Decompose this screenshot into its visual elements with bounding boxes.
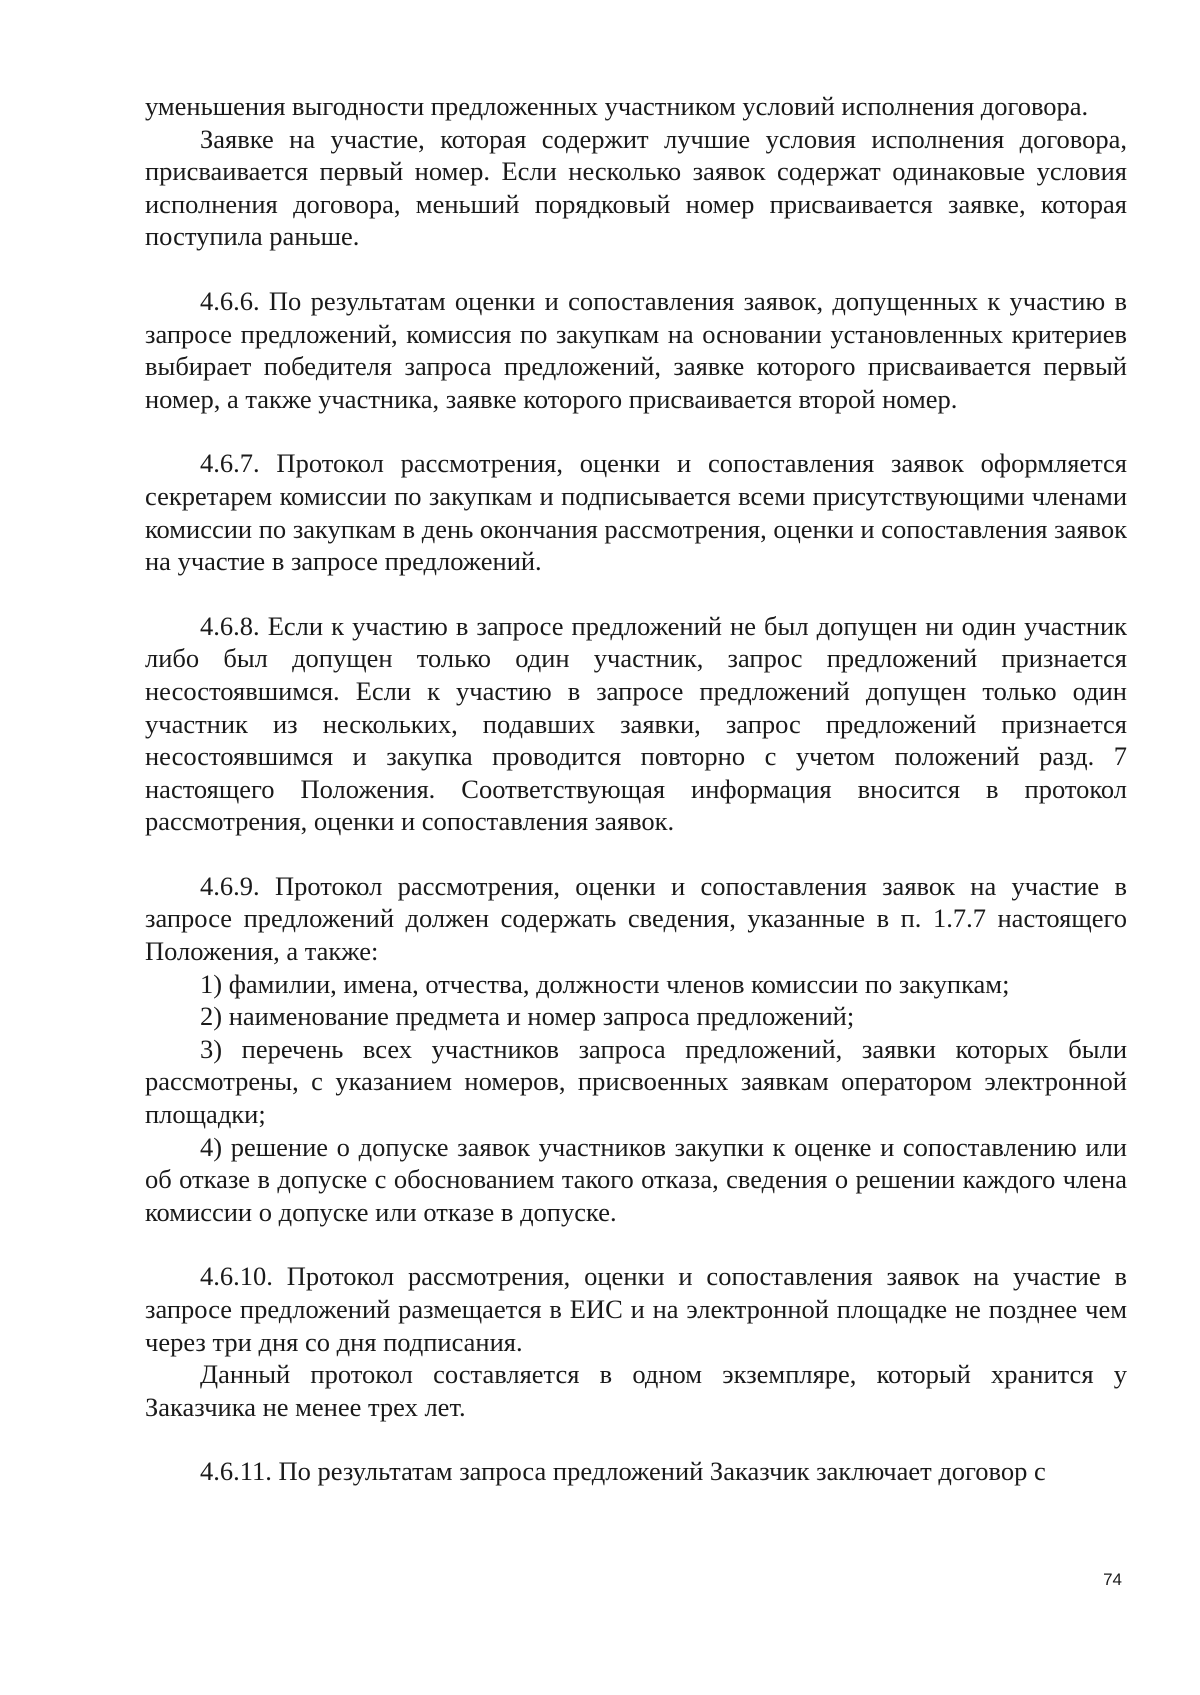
paragraph-continuation: уменьшения выгодности предложенных участником условий исполнения договора. xyxy=(145,91,1089,121)
paragraph-first-number-rule: Заявке на участие, которая содержит лучшие условия исполнения договора, присваивается первый номер. Если несколько заявок содержат одинаковые условия исполнения договора, меньший порядковый номер присваивается заявке, которая поступила раньше. xyxy=(145,123,1127,252)
page-number: 74 xyxy=(1103,1570,1122,1589)
paragraph-4-6-11: 4.6.11. По результатам запроса предложений Заказчик заключает договор с xyxy=(200,1456,1046,1487)
list-item-4: 4) решение о допуске заявок участников закупки к оценке и сопоставлению или об отказе в допуске с обоснованием такого отказа, сведения о решении каждого члена комиссии о допуске или отказе в допуске. xyxy=(145,1131,1127,1227)
list-item-2: 2) наименование предмета и номер запроса предложений; xyxy=(200,1001,855,1032)
document-page xyxy=(145,90,1127,1488)
paragraph-protocol-storage: Данный протокол составляется в одном экземпляре, который хранится у Заказчика не менее трех лет. xyxy=(145,1359,1127,1422)
paragraph-4-6-10: 4.6.10. Протокол рассмотрения, оценки и сопоставления заявок на участие в запросе предложений размещается в ЕИС и на электронной площадке не позднее чем через три дня со дня подписания. xyxy=(145,1261,1127,1357)
list-item-1: 1) фамилии, имена, отчества, должности членов комиссии по закупкам; xyxy=(200,968,1010,999)
paragraph-4-6-7: 4.6.7. Протокол рассмотрения, оценки и сопоставления заявок оформляется секретарем комиссии по закупкам и подписывается всеми присутствующими членами комиссии по закупкам в день окончания рассмотрения, оценки и сопоставления заявок на участие в запросе предложений. xyxy=(145,448,1127,577)
paragraph-4-6-9: 4.6.9. Протокол рассмотрения, оценки и сопоставления заявок на участие в запросе предложений должен содержать сведения, указанные в п. 1.7.7 настоящего Положения, а также: xyxy=(145,870,1127,967)
paragraph-4-6-8: 4.6.8. Если к участию в запросе предложений не был допущен ни один участник либо был допущен только один участник, запрос предложений признается несостоявшимся. Если к участию в запросе предложений допущен только один участник из нескольких, подавших заявки, запрос предложений признается несостоявшимся и закупка проводится повторно с учетом положений разд. 7 настоящего Положения. Соответствующая информация вносится в протокол рассмотрения, оценки и сопоставления заявок. xyxy=(145,610,1127,837)
list-item-3: 3) перечень всех участников запроса предложений, заявки которых были рассмотрены, с указанием номеров, присвоенных заявкам оператором электронной площадки; xyxy=(145,1033,1127,1130)
paragraph-4-6-6: 4.6.6. По результатам оценки и сопоставления заявок, допущенных к участию в запросе предложений, комиссия по закупкам на основании установленных критериев выбирает победителя запроса предложений, заявке которого присваивается первый номер, а также участника, заявке которого присваивается второй номер. xyxy=(145,285,1127,414)
